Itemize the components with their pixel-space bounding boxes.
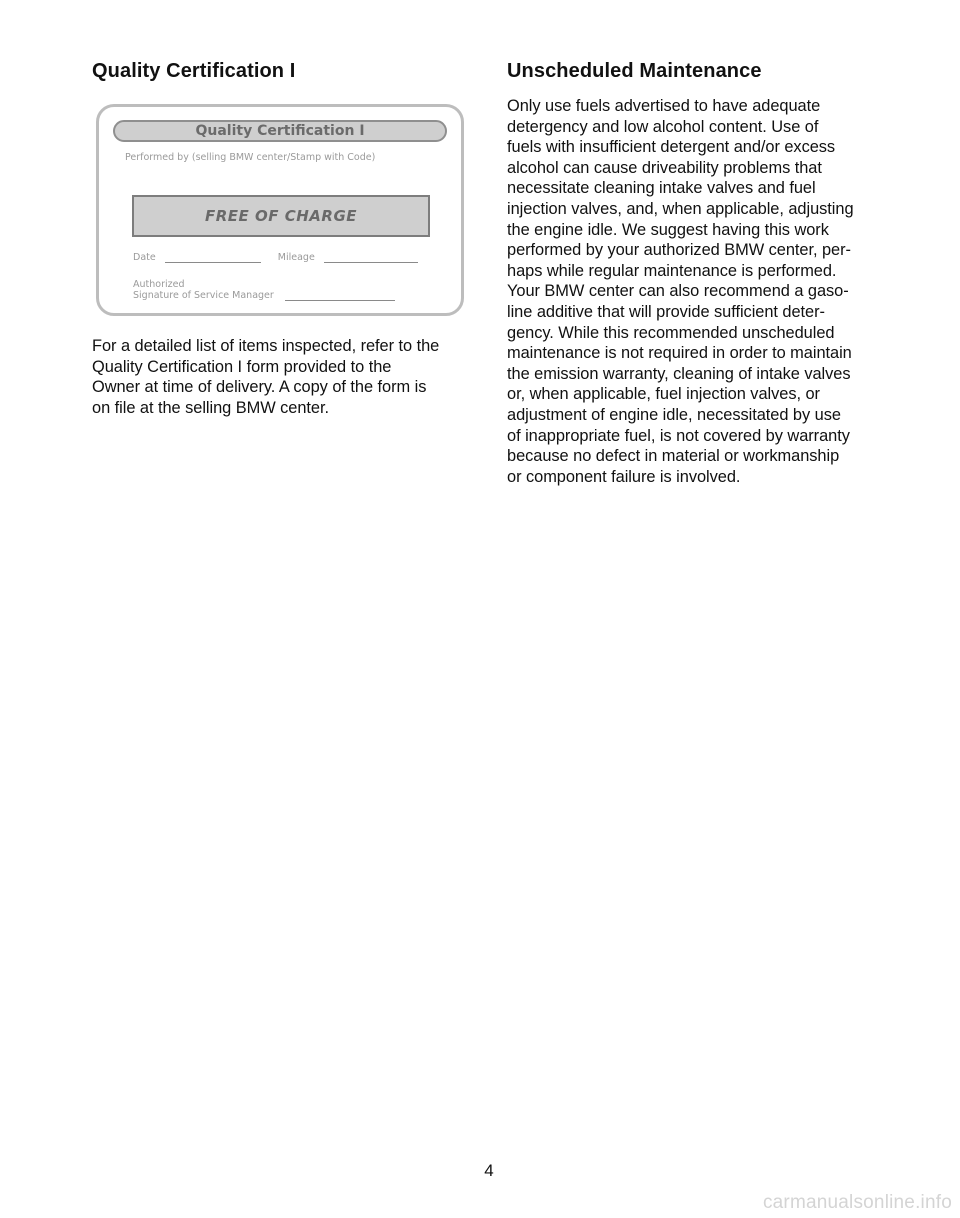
unscheduled-maintenance-paragraph — [507, 96, 887, 487]
paragraph-line: line additive that will provide sufficient deter- — [507, 302, 825, 321]
paragraph-line: For a detailed list of items inspected, refer to the — [92, 337, 440, 355]
form-authorized-block — [133, 279, 395, 301]
paragraph-line: or component failure is involved. — [507, 467, 741, 486]
paragraph-line: haps while regular maintenance is performed. — [507, 261, 837, 280]
paragraph-line: alcohol can cause driveability problems that — [507, 158, 822, 177]
form-authorized-label: Authorized — [133, 279, 185, 290]
form-title: Quality Certification I — [113, 120, 447, 142]
page-number: 4 — [484, 1161, 494, 1180]
form-mileage-label: Mileage — [277, 252, 315, 263]
form-signature-row — [133, 290, 395, 301]
paragraph-line: necessitate cleaning intake valves and fuel — [507, 179, 816, 198]
paragraph-line: Quality Certification I form provided to the — [92, 357, 392, 376]
paragraph-line: Only use fuels advertised to have adequate — [507, 97, 821, 115]
form-date-mileage-row — [133, 252, 418, 263]
form-signature-label: Signature of Service Manager — [133, 290, 274, 301]
form-date-label: Date — [133, 252, 156, 263]
paragraph-line: detergency and low alcohol content. Use of — [507, 117, 819, 136]
right-column — [507, 58, 887, 487]
form-performed-by-label: Performed by (selling BMW center/Stamp with Code) — [125, 152, 376, 163]
form-date-line — [165, 253, 261, 263]
quality-certification-heading: Quality Certification I — [92, 60, 296, 82]
paragraph-line: the emission warranty, cleaning of intake valves — [507, 364, 851, 383]
unscheduled-maintenance-heading: Unscheduled Maintenance — [507, 60, 762, 82]
site-watermark: carmanualsonline.info — [762, 1192, 952, 1213]
paragraph-line: injection valves, and, when applicable, adjusting — [507, 199, 854, 218]
quality-certification-form-image — [96, 104, 464, 316]
paragraph-line: because no defect in material or workmanship — [507, 447, 840, 466]
paragraph-line: fuels with insufficient detergent and/or excess — [507, 138, 836, 157]
paragraph-line: adjustment of engine idle, necessitated by use — [507, 405, 841, 424]
paragraph-line: of inappropriate fuel, is not covered by warranty — [507, 426, 850, 445]
paragraph-line: Your BMW center can also recommend a gaso- — [507, 282, 849, 301]
form-free-of-charge-box: FREE OF CHARGE — [132, 195, 430, 237]
paragraph-line: performed by your authorized BMW center, per- — [507, 241, 851, 260]
paragraph-line: on file at the selling BMW center. — [92, 398, 329, 417]
paragraph-line: gency. While this recommended unscheduled — [507, 323, 835, 342]
form-mileage-line — [324, 253, 418, 263]
paragraph-line: maintenance is not required in order to maintain — [507, 344, 852, 363]
quality-certification-paragraph — [92, 336, 472, 418]
paragraph-line: Owner at time of delivery. A copy of the form is — [92, 378, 427, 397]
form-signature-line — [285, 291, 395, 301]
paragraph-line: the engine idle. We suggest having this work — [507, 220, 829, 239]
paragraph-line: or, when applicable, fuel injection valves, or — [507, 385, 820, 404]
left-column — [92, 58, 472, 418]
